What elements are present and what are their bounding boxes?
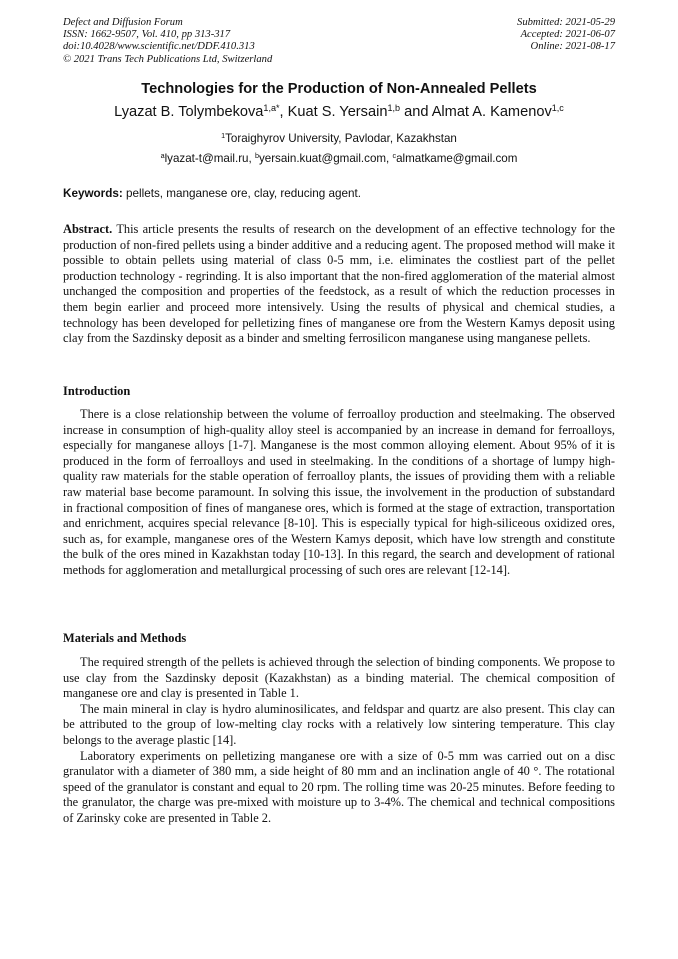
doi-line: doi:10.4028/www.scientific.net/DDF.410.313 [63, 41, 255, 53]
materials-methods-heading: Materials and Methods [63, 631, 187, 645]
paragraph: Laboratory experiments on pelletizing manganese ore with a size of 0-5 mm was carried out on a disc granulator with a diameter of 380 mm, a side height of 80 mm and an inclination angle of 40 °. The rotational speed of the granulator is constant and equal to 20 rpm. The rolling time was 20-25 minutes. Before feeding to the granulator, the charge was pre-mixed with moisture up to 3-4%. The chemical and technical compositions of Zarinsky coke are presented in Table 2. [63, 748, 615, 825]
author-list [0, 104, 678, 120]
keywords-text: pellets, manganese ore, clay, reducing agent. [126, 187, 361, 200]
journal-info [63, 17, 272, 66]
paper-title: Technologies for the Production of Non-Annealed Pellets [141, 81, 537, 97]
paragraph: The required strength of the pellets is achieved through the selection of binding components. We propose to use clay from the Sazdinsky deposit (Kazakhstan) as a binding material. The chemical composition of manganese ore and clay is presented in Table 1. [63, 655, 615, 701]
author-affiliation-mark: 1,c [551, 103, 564, 114]
accepted-date: Accepted: 2021-06-07 [520, 29, 615, 41]
abstract [63, 222, 615, 347]
email-mark: a [160, 151, 165, 161]
author-affiliation-mark: 1,a* [263, 103, 280, 114]
introduction-body [63, 407, 615, 579]
materials-methods-body [63, 655, 615, 827]
paragraph: There is a close relationship between the volume of ferroalloy production and steelmaking. The observed increase in consumption of high-quality alloy steel is accompanied by an increase in demand for ferroalloys, especially for manganese alloys [1-7]. Manganese is the most common alloying element. About 95% of it is produced in the form of ferroalloys and used in steelmaking. In the conditions of a shortage of lumpy high-quality raw materials for the stable operation of ferroalloy plants, the issues of providing them with a reliable raw material base become paramount. In solving this issue, the involvement in the production of substandard in fractional composition of fines of manganese ores, which is formed at the stage of extraction, transportation and enrichment, acquires special relevance [8-10]. This is especially typical for high-siliceous oxidized ores, such as, for example, manganese ores of the Western Kamys deposit, which have low strength and constitute the bulk of the ores mined in Kazakhstan today [10-13]. In this regard, the search and development of rational methods for agglomeration and metallurgical processing of such ores are relevant [12-14]. [63, 407, 615, 577]
affiliation-text: Toraighyrov University, Pavlodar, Kazakhstan [225, 132, 457, 145]
keywords-label: Keywords: [63, 187, 123, 200]
email-address: almatkame@gmail.com [396, 152, 518, 165]
introduction-heading: Introduction [63, 384, 131, 398]
submitted-date: Submitted: 2021-05-29 [517, 17, 615, 28]
abstract-text: This article presents the results of research on the development of an effective technology for the production of non-fired pellets using a binder additive and a reducing agent. The proposed method will make it possible to obtain pellets using material of class 0-5 mm, i.e. eliminates the costliest part of the pellet production technology - regrinding. It is also important that the non-fired agglomeration of the material almost unchanged the composition and properties of the feedstock, as a result of which the reduction processes in them begin earlier and proceed more intensively. Using the results of physical and chemical studies, a technology has been developed for pelletizing fines of manganese ore from the Western Kamys deposit using clay from the Sazdinsky deposit as a binder and smelting ferrosilicon manganese using manganese pellets. [63, 222, 615, 346]
author-separator: , [279, 104, 288, 120]
author-name: Lyazat B. Tolymbekova [114, 104, 264, 120]
author-name: Kuat S. Yersain [287, 104, 388, 120]
author-name: Almat A. Kamenov [431, 104, 552, 120]
author-emails [0, 152, 678, 165]
publication-dates [517, 17, 615, 54]
copyright-line: © 2021 Trans Tech Publications Ltd, Switzerland [63, 53, 273, 65]
email-address: yersain.kuat@gmail.com, [258, 152, 393, 165]
email-mark: c [392, 151, 397, 161]
email-mark: b [254, 151, 259, 161]
affiliation [0, 132, 678, 145]
email-address: lyazat-t@mail.ru, [164, 152, 255, 165]
author-affiliation-mark: 1,b [387, 103, 401, 114]
journal-name: Defect and Diffusion Forum [63, 17, 183, 28]
affiliation-mark: 1 [221, 131, 226, 141]
paragraph: The main mineral in clay is hydro aluminosilicates, and feldspar and quartz are also present. This clay can be attributed to the group of low-melting clay rocks with a relatively low sintering temperature. This clay belongs to the average plastic [14]. [63, 701, 615, 747]
abstract-label: Abstract. [63, 222, 113, 236]
issn-line: ISSN: 1662-9507, Vol. 410, pp 313-317 [63, 29, 231, 41]
author-separator: and [400, 104, 432, 120]
keywords [63, 187, 615, 200]
online-date: Online: 2021-08-17 [530, 41, 615, 53]
